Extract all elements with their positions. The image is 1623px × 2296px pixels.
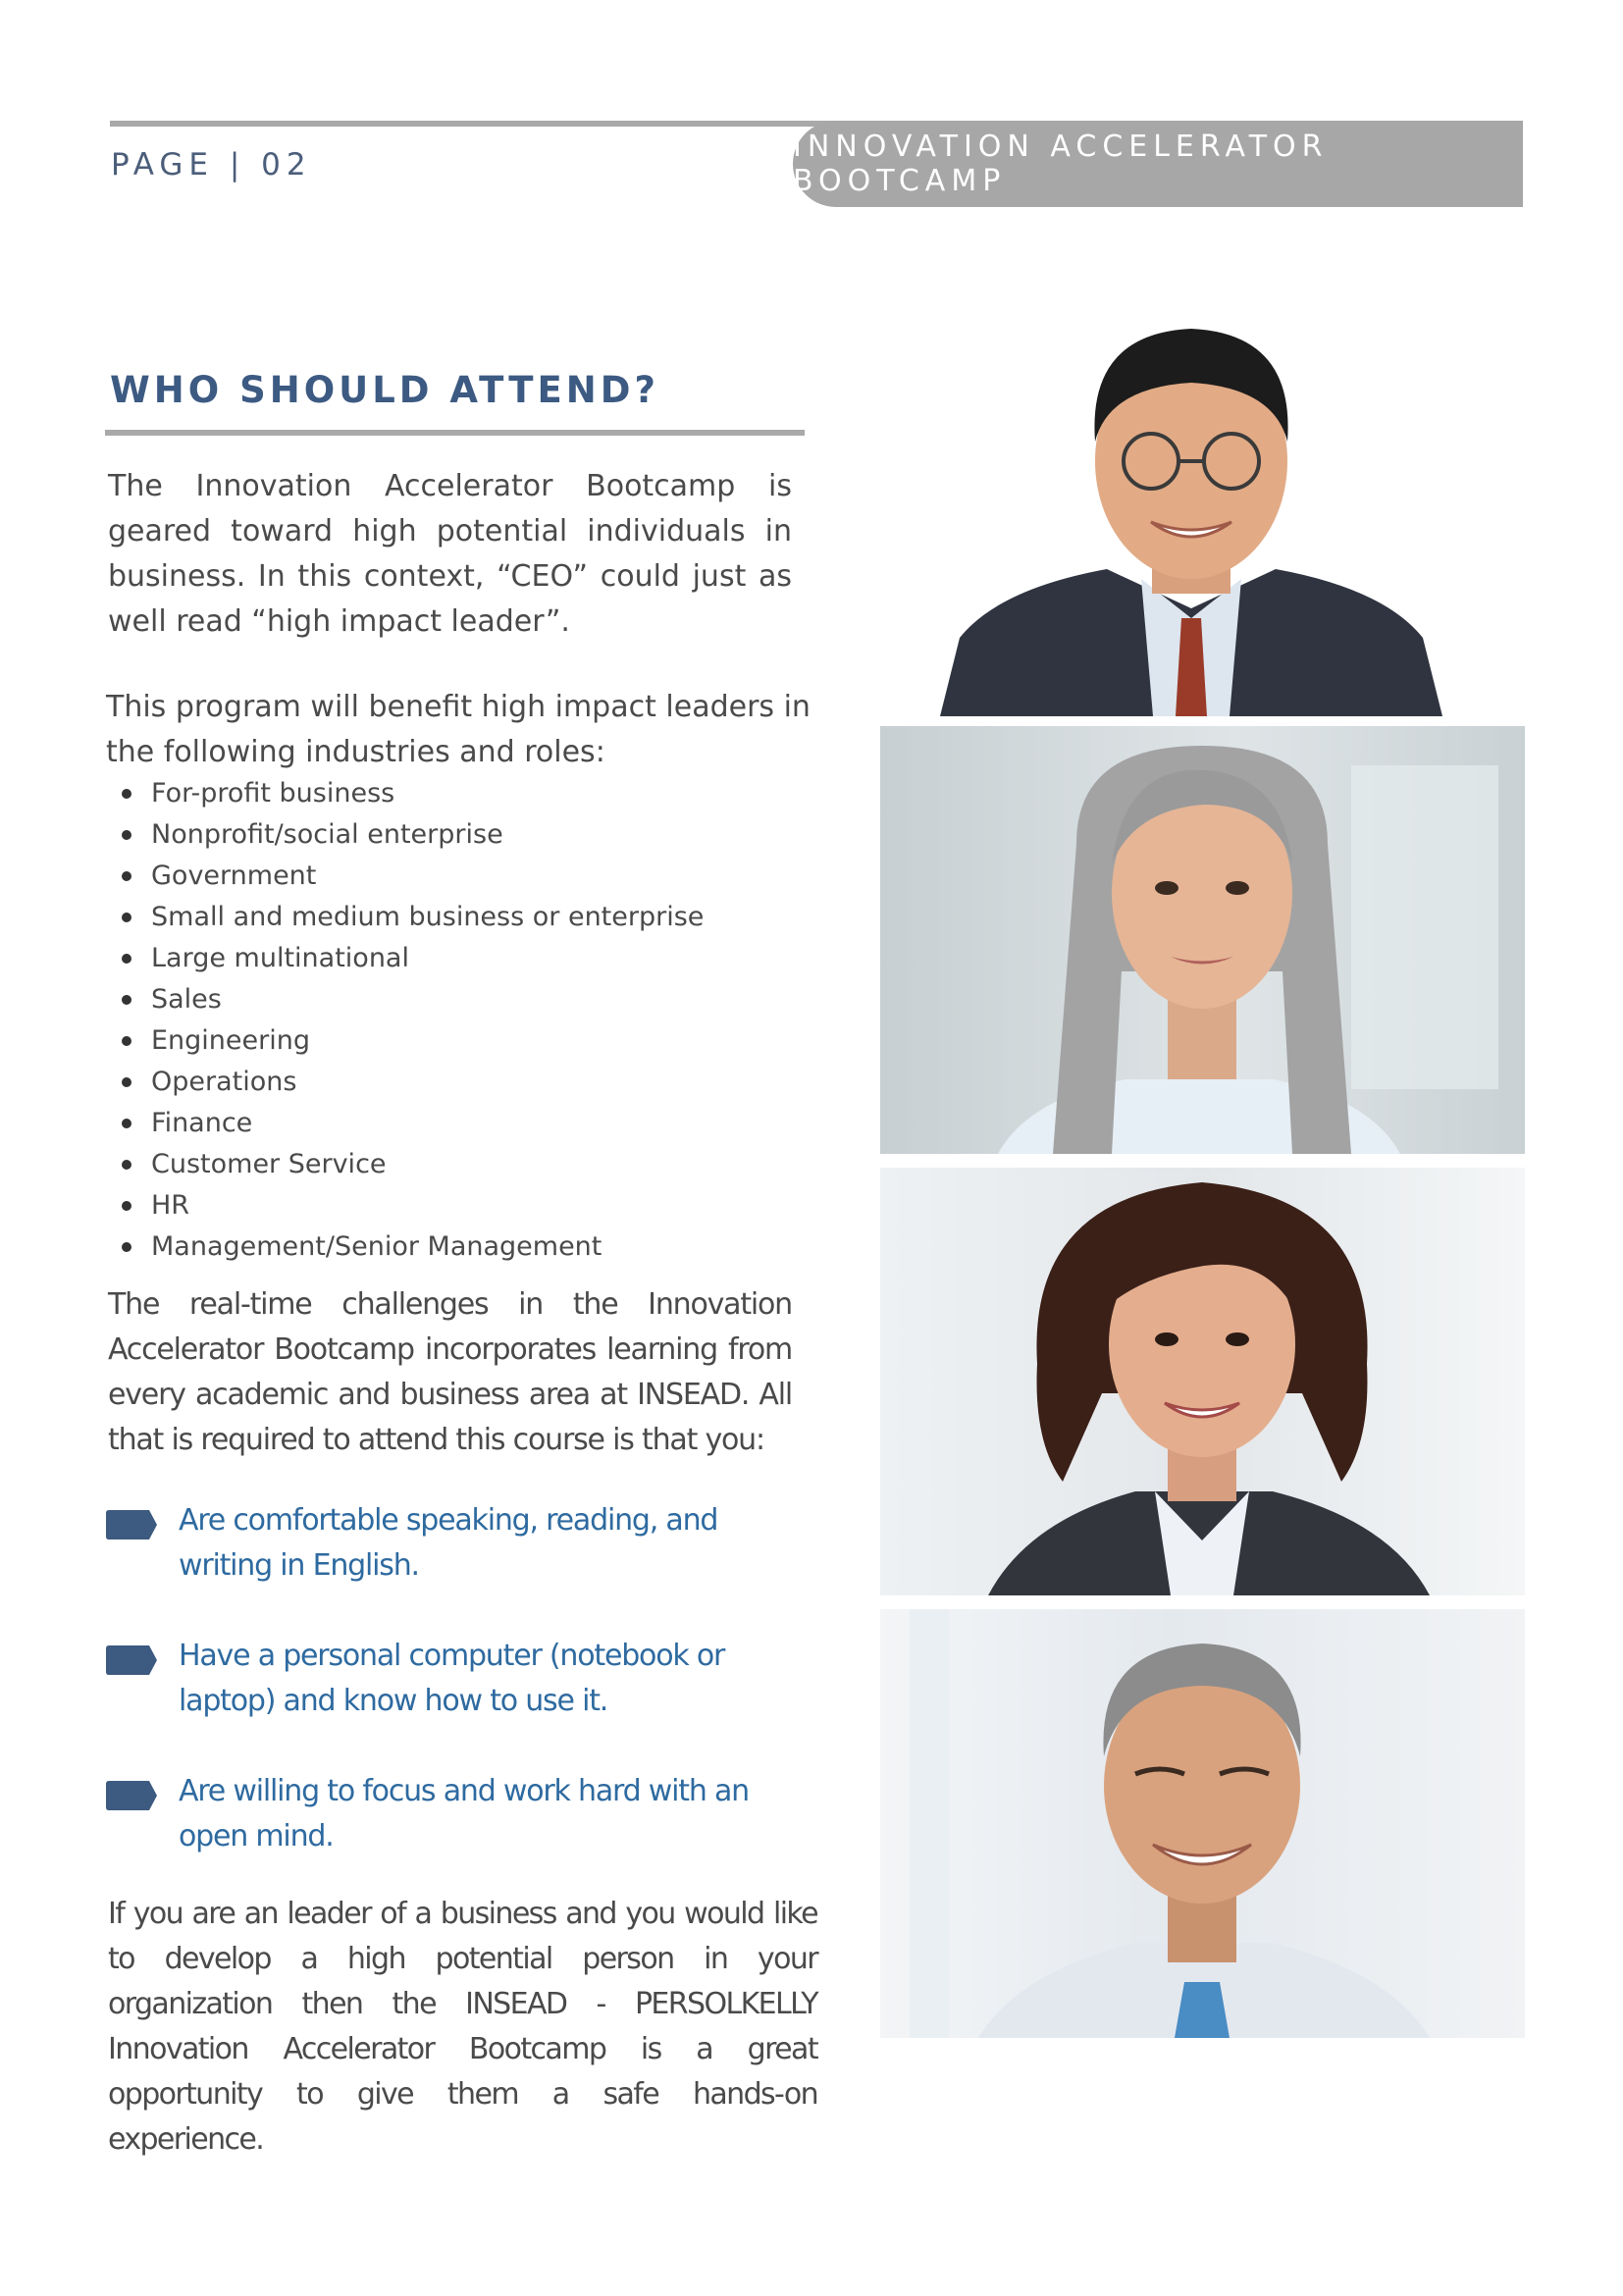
bullet-icon — [122, 995, 131, 1005]
list-item: Nonprofit/social enterprise — [118, 814, 704, 856]
challenges-paragraph: The real-time challenges in the Innovation Accelerator Bootcamp incorporates learning from every academic and business area at INSEAD. All that is required to attend this course is that you: — [108, 1287, 792, 1457]
page-number: PAGE | 02 — [111, 147, 312, 183]
portrait-photo-man-glasses — [940, 294, 1442, 716]
list-item: Large multinational — [118, 938, 704, 979]
portrait-photo-senior-man — [880, 1609, 1525, 2038]
requirement-text: Have a personal computer (notebook or laptop) and know how to use it. — [179, 1639, 725, 1718]
arrow-tag-icon — [106, 1645, 157, 1675]
list-item: Small and medium business or enterprise — [118, 897, 704, 938]
bullet-icon — [122, 1160, 131, 1170]
requirement-item — [104, 1634, 811, 1724]
bullet-icon — [122, 789, 131, 799]
list-item: HR — [118, 1185, 704, 1226]
bullet-icon — [122, 871, 131, 881]
bullet-icon — [122, 1036, 131, 1046]
bullet-icon — [122, 954, 131, 964]
arrow-tag-icon — [106, 1510, 157, 1539]
header-banner — [793, 121, 1523, 207]
heading-underline — [105, 430, 805, 436]
bullet-icon — [122, 1077, 131, 1087]
requirement-item — [104, 1498, 811, 1589]
list-item: Engineering — [118, 1020, 704, 1062]
banner-title: INNOVATION ACCELERATOR BOOTCAMP — [793, 130, 1329, 198]
section-heading: WHO SHOULD ATTEND? — [110, 369, 659, 411]
list-item: Customer Service — [118, 1144, 704, 1185]
arrow-tag-icon — [106, 1781, 157, 1810]
list-item: For-profit business — [118, 773, 704, 814]
requirement-item — [104, 1769, 811, 1859]
requirement-text: Are willing to focus and work hard with an open mind. — [179, 1774, 749, 1853]
list-item: Government — [118, 856, 704, 897]
list-item: Management/Senior Management — [118, 1226, 704, 1268]
bullet-icon — [122, 1119, 131, 1128]
closing-paragraph: If you are an leader of a business and you would like to develop a high potential person in your organization then the INSEAD - PERSOLKELLY Innovation Accelerator Bootcamp is a great opportunity to give them a safe hands-on experience. — [108, 1897, 817, 2157]
bullet-icon — [122, 913, 131, 922]
list-item: Finance — [118, 1103, 704, 1144]
requirement-text: Are comfortable speaking, reading, and writing in English. — [179, 1503, 718, 1583]
intro-paragraph: The Innovation Accelerator Bootcamp is geared toward high potential individuals in business. In this context, “CEO” could just as well read “high impact leader”. — [108, 469, 792, 639]
benefit-intro-paragraph: This program will benefit high impact leaders in the following industries and roles: — [106, 690, 811, 769]
portrait-photo-woman-gray-hair — [880, 726, 1525, 1154]
bullet-icon — [122, 1201, 131, 1211]
roles-list — [118, 773, 704, 1268]
bullet-icon — [122, 1242, 131, 1252]
list-item: Operations — [118, 1062, 704, 1103]
portrait-photo-woman-dark-hair — [880, 1168, 1525, 1595]
list-item: Sales — [118, 979, 704, 1020]
bullet-icon — [122, 830, 131, 840]
